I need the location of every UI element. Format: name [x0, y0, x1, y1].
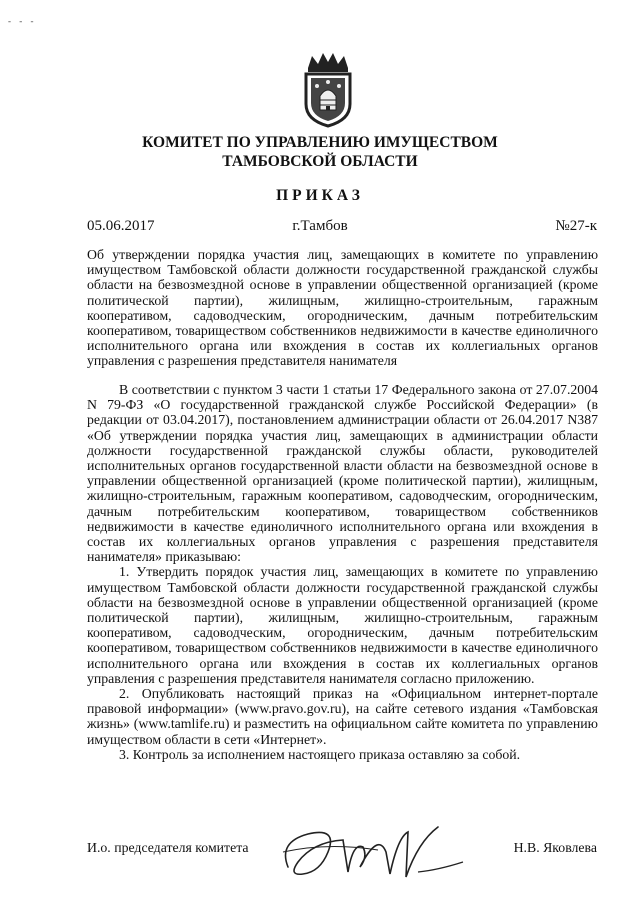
preamble-paragraph: В соответствии с пунктом 3 части 1 статьи 17 Федерального закона от 27.07.2004 N 79-ФЗ «О государственной гражданской службе Российской Федерации» (в редакции от 03.04.2017), постановлением администрации области от 26.04.2017 N387 «Об утверждении порядка участия лиц, замещающих в администрации области должности государственной гражданской службы области, руководителей исполнительных органов государственной власти области на безвозмездной основе в управлении общественной организацией (кроме политической партии), жилищным, жилищно-строительным, гаражным кооперативом, садоводческим, огородническим, дачным потребительским кооперативом, товариществом собственников недвижимости в качестве единоличного исполнительного органа или вхождения в состав их коллегиальных органов управления с разрешения представителя нанимателя» приказываю: — [87, 382, 598, 565]
scan-artifact: - - - — [8, 16, 37, 26]
tambov-coat-of-arms-icon — [298, 50, 358, 128]
item-3-paragraph: 3. Контроль за исполнением настоящего приказа оставляю за собой. — [119, 746, 521, 762]
handwritten-signature-icon — [268, 812, 468, 892]
item-2-paragraph: 2. Опубликовать настоящий приказ на «Официальном интернет-портале правовой информации» (www.pravo.gov.ru), на сайте сетевого издания «Тамбовская жизнь» (www.tamlife.ru) и разместить на официальном сайте комитета по управлению имуществом области в сети «Интернет». — [87, 686, 598, 747]
item-1-paragraph: 1. Утвердить порядок участия лиц, замещающих в комитете по управлению имуществом Тамбовской области должности государственной гражданской службы области на безвозмездной основе в управлении общественной организацией (кроме политической партии), жилищным, жилищно-строительным, гаражным кооперативом, садоводческим, огородническим, дачным потребительским кооперативом, товариществом собственников недвижимости в качестве единоличного исполнительного органа или вхождения в состав их коллегиальных органов управления с разрешения представителя нанимателя согласно приложению. — [87, 564, 598, 686]
organization-line-2: ТАМБОВСКОЙ ОБЛАСТИ — [222, 153, 418, 170]
document-city: г.Тамбов — [292, 218, 348, 234]
organization-name — [0, 133, 640, 171]
document-subject: Об утверждении порядка участия лиц, замещающих в комитете по управлению имуществом Тамбовской области должности государственной гражданской службы области на безвозмездной основе в управлении общественной организацией (кроме политической партии), жилищным, жилищно-строительным, гаражным кооперативом, садоводческим, огородническим, дачным потребительским кооперативом, товариществом собственников недвижимости в качестве единоличного исполнительного органа или вхождения в состав их коллегиальных органов управления с разрешения представителя нанимателя — [87, 247, 598, 369]
organization-line-1: КОМИТЕТ ПО УПРАВЛЕНИЮ ИМУЩЕСТВОМ — [142, 134, 498, 151]
signatory-name: Н.В. Яковлева — [513, 840, 597, 855]
document-number: №27-к — [555, 218, 597, 234]
document-date: 05.06.2017 — [87, 218, 155, 234]
signatory-role: И.о. председателя комитета — [87, 840, 249, 855]
document-type: ПРИКАЗ — [276, 187, 364, 204]
document-body — [87, 382, 598, 762]
